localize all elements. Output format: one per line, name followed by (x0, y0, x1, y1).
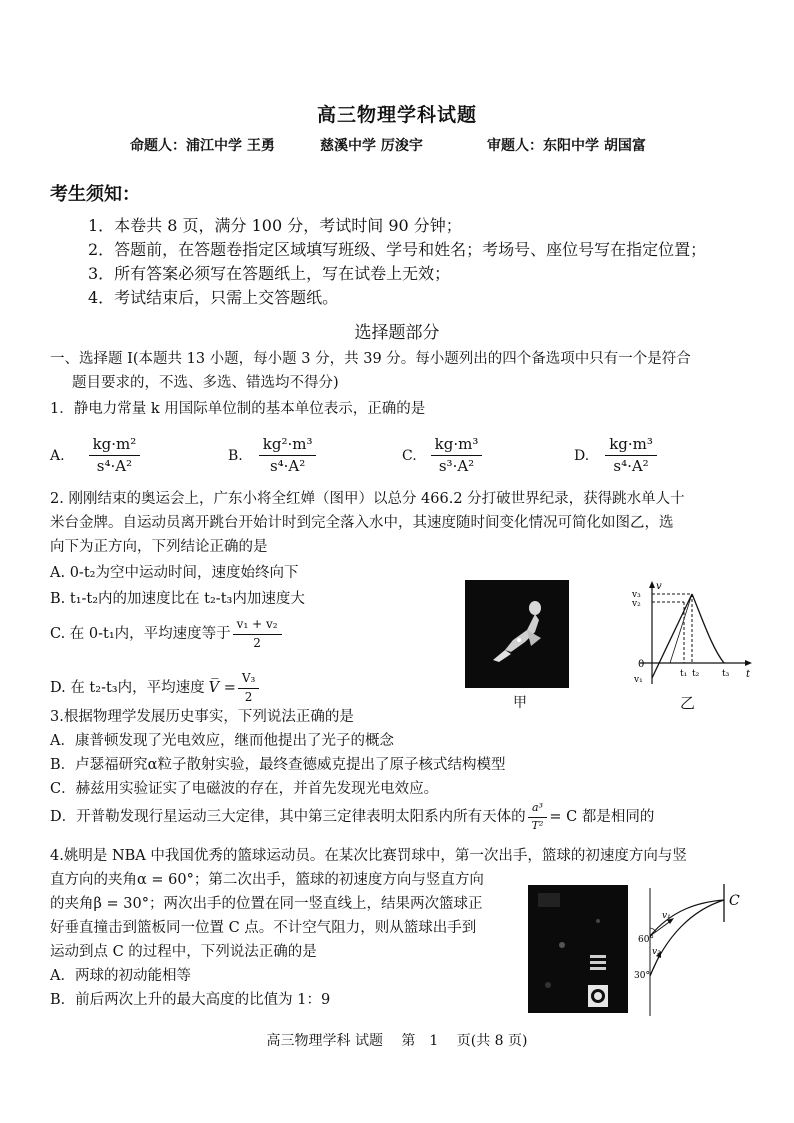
q2-option-d-var: V̅ = (208, 679, 236, 696)
diver-photo (465, 580, 569, 688)
basketball-photo (528, 885, 628, 1013)
trajectory-diagram (632, 880, 752, 1020)
q1-option-d-fraction (605, 436, 657, 476)
q1-option-c-label: C. (402, 447, 417, 464)
graph-v-axis: v (656, 581, 662, 592)
setter-1: 命题人：浦江中学 王勇 (130, 138, 275, 154)
basketball-scene-icon (528, 885, 628, 1013)
q4-option-a: A．两球的初动能相等 (50, 968, 191, 984)
q1-option-c (402, 436, 482, 476)
notice-item-3: 3．所有答案必须写在答题纸上，写在试卷上无效； (88, 264, 451, 283)
q2-option-c-fraction (233, 618, 282, 651)
part1-line1: 一、选择题 I(本题共 13 小题，每小题 3 分，共 39 分。每小题列出的四个备选项中只有一个是符合 (50, 351, 691, 367)
page-footer: 高三物理学科 试题 第 1 页(共 8 页) (266, 1033, 528, 1049)
q1-option-c-den: s³·A² (438, 457, 475, 476)
q1-option-c-fraction (431, 436, 483, 476)
q1-option-d (574, 436, 657, 476)
graph-v2-label: v₂ (632, 599, 641, 609)
notice-item-2: 2．答题前，在答题卷指定区域填写班级、学号和姓名；考场号、座位号写在指定位置； (88, 240, 707, 259)
q1-option-a-num: kg·m² (89, 436, 141, 456)
q3-option-c: C．赫兹用实验证实了电磁波的存在，并首先发现光电效应。 (50, 781, 439, 797)
q2-line3: 向下为正方向，下列结论正确的是 (50, 539, 268, 555)
q4-line5: 运动到点 C 的过程中，下列说法正确的是 (50, 944, 317, 960)
q1-option-a-fraction (89, 436, 141, 476)
q1-option-b (228, 436, 316, 476)
q1-option-a (50, 436, 140, 476)
graph-v3-label: v₃ (632, 590, 641, 600)
v2-label: v₂ (652, 947, 661, 957)
part1-line2: 题目要求的，不选、多选、错选均不得分) (72, 375, 339, 391)
q3-option-d-post: = C 都是相同的 (549, 808, 655, 825)
angle-30-label: 30° (634, 971, 650, 981)
q3-stem: 3.根据物理学发展历史事实，下列说法正确的是 (50, 709, 354, 725)
setter-2: 慈溪中学 厉浚宇 (320, 138, 423, 154)
q2-option-d-den: 2 (244, 689, 253, 704)
graph-t3-label: t₃ (722, 669, 730, 679)
q2-line2: 米台金牌。自运动员离开跳台开始计时到完全落入水中，其速度随时间变化情况可简化如图乙，选 (50, 515, 674, 531)
q1-option-d-label: D. (574, 447, 590, 464)
figure-yi-label: 乙 (680, 694, 696, 712)
q4-line3: 的夹角β = 30°；两次出手的位置在同一竖直线上，结果两次篮球正 (50, 896, 483, 912)
notice-item-4: 4．考试结束后，只需上交答题纸。 (88, 288, 339, 307)
q1-stem: 1．静电力常量 k 用国际单位制的基本单位表示，正确的是 (50, 401, 426, 417)
q2-option-a: A. 0-t₂为空中运动时间，速度始终向下 (50, 565, 299, 581)
q1-option-b-num: kg²·m³ (259, 436, 317, 456)
vt-graph (618, 578, 758, 706)
paper-title: 高三物理学科试题 (316, 104, 477, 126)
q2-option-c-text: C. 在 0-t₁内，平均速度等于 (50, 625, 231, 642)
q3-option-d (50, 802, 654, 832)
section-title: 选择题部分 (354, 323, 440, 343)
q3-option-d-fraction (528, 802, 548, 832)
figure-jia-label: 甲 (513, 695, 527, 711)
q4-option-b: B．前后两次上升的最大高度的比值为 1：9 (50, 992, 331, 1008)
q3-option-d-text: D．开普勒发现行星运动三大定律，其中第三定律表明太阳系内所有天体的 (50, 808, 526, 825)
q1-option-a-den: s⁴·A² (96, 457, 133, 476)
reviewer: 审题人：东阳中学 胡国富 (487, 138, 646, 154)
point-c-label: C (729, 893, 740, 909)
q2-option-d-num: V₃ (238, 672, 259, 689)
q3-option-d-num: a³ (528, 802, 547, 818)
v1-label: v₁ (662, 911, 671, 921)
q2-option-b: B. t₁-t₂内的加速度比在 t₂-t₃内加速度大 (50, 591, 305, 607)
notice-item-1: 1．本卷共 8 页，满分 100 分，考试时间 90 分钟； (88, 216, 462, 235)
q1-option-b-fraction (259, 436, 317, 476)
q2-line1: 2. 刚刚结束的奥运会上，广东小将全红婵（图甲）以总分 466.2 分打破世界纪录，获得跳水单人十 (50, 491, 685, 507)
q1-option-b-label: B. (228, 447, 243, 464)
q2-option-c-den: 2 (253, 635, 261, 650)
q1-option-a-label: A. (50, 447, 65, 464)
graph-t-axis: t (746, 669, 751, 680)
q2-option-d-text: D. 在 t₂-t₃内，平均速度 (50, 679, 205, 696)
graph-v1-label: v₁ (634, 675, 643, 685)
q1-option-d-den: s⁴·A² (613, 457, 649, 476)
graph-origin-label: 0 (638, 659, 645, 670)
graph-t2-label: t₂ (692, 669, 700, 679)
graph-t1-label: t₁ (680, 669, 688, 679)
q1-option-d-num: kg·m³ (605, 436, 657, 456)
q2-option-d-fraction (238, 672, 259, 705)
q2-option-c-num: v₁ + v₂ (233, 618, 282, 635)
angle-60-label: 60° (638, 935, 654, 945)
notice-heading: 考生须知： (50, 184, 140, 205)
q3-option-a: A．康普顿发现了光电效应，继而他提出了光子的概念 (50, 733, 394, 749)
q4-line2: 直方向的夹角α = 60°；第二次出手，篮球的初速度方向与竖直方向 (50, 872, 484, 888)
diver-silhouette-icon (465, 580, 569, 688)
q3-option-b: B．卢瑟福研究α粒子散射实验，最终查德威克提出了原子核式结构模型 (50, 757, 506, 773)
q2-option-d (50, 672, 259, 705)
q2-option-c (50, 618, 282, 651)
q4-line4: 好垂直撞击到篮板同一位置 C 点。不计空气阻力，则从篮球出手到 (50, 920, 477, 936)
q1-option-b-den: s⁴·A² (269, 457, 306, 476)
q3-option-d-den: T² (531, 818, 544, 832)
q1-option-c-num: kg·m³ (431, 436, 483, 456)
q4-line1: 4.姚明是 NBA 中我国优秀的篮球运动员。在某次比赛罚球中，第一次出手，篮球的初速度方向与竖 (50, 848, 687, 864)
